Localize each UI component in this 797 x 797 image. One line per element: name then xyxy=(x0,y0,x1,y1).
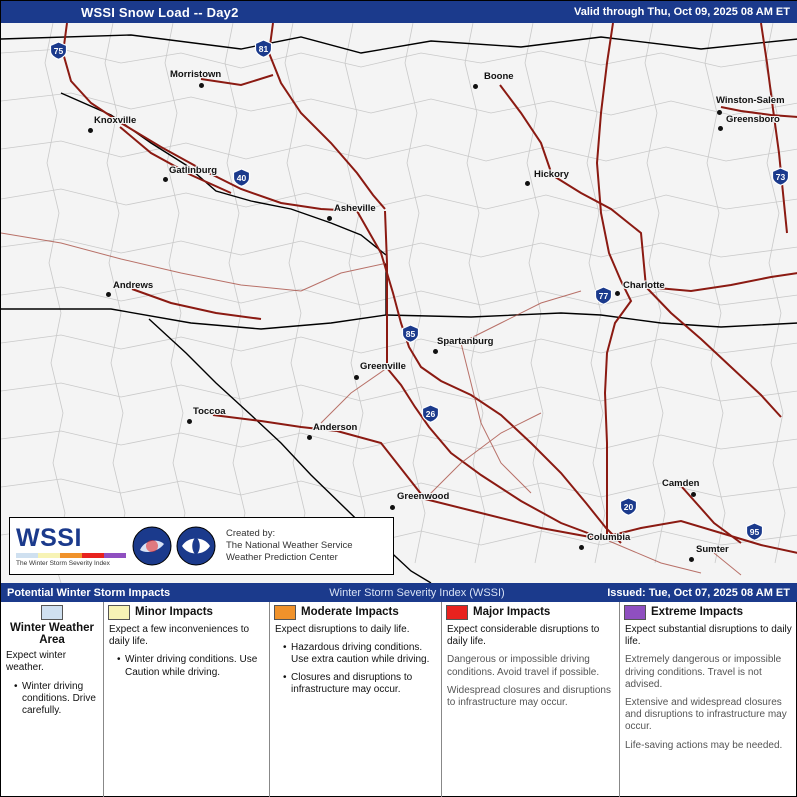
city-label-boone: Boone xyxy=(484,71,514,82)
legend-swatch-minor-impacts xyxy=(108,605,130,620)
legend-paragraph: Expect a few inconveniences to daily life. xyxy=(109,624,250,648)
legend-header xyxy=(104,602,269,622)
wssi-logo-text: WSSI xyxy=(16,523,82,552)
created-by-line2: The National Weather Service xyxy=(226,540,353,552)
created-by-line3: Weather Prediction Center xyxy=(226,551,338,563)
legend-swatch-moderate-impacts xyxy=(274,605,296,620)
legend-paragraph-muted: Dangerous or impossible driving conditions. Avoid travel if possible. xyxy=(447,654,600,678)
city-dot xyxy=(187,419,192,424)
valid-through-text: Valid through Thu, Oct 09, 2025 08 AM ET xyxy=(574,6,790,18)
interstate-shield-icon: 20 xyxy=(619,497,638,516)
city-label-greenwood: Greenwood xyxy=(397,491,450,502)
legend-paragraph: Expect considerable disruptions to daily life. xyxy=(447,624,600,648)
city-label-toccoa: Toccoa xyxy=(193,406,226,417)
legend-body xyxy=(442,622,619,709)
legend-bullet: • Hazardous driving conditions. Use extra caution while driving. xyxy=(285,642,436,666)
city-label-anderson: Anderson xyxy=(313,422,358,433)
legend-column-major-impacts xyxy=(442,602,620,797)
legend-bullet-list xyxy=(275,642,436,696)
wssi-logo xyxy=(10,523,128,567)
city-label-knoxville: Knoxville xyxy=(94,115,137,126)
legend-column-extreme-impacts xyxy=(620,602,797,797)
legend-label-extreme-impacts: Extreme Impacts xyxy=(651,606,744,619)
legend-paragraph: Expect substantial disruptions to daily life. xyxy=(625,624,792,648)
legend-paragraph-muted: Extremely dangerous or impossible driving conditions. Travel is not advised. xyxy=(625,654,782,690)
legend-header xyxy=(270,602,441,622)
city-label-asheville: Asheville xyxy=(334,203,376,214)
city-label-andrews: Andrews xyxy=(113,280,154,291)
city-dot xyxy=(718,126,723,131)
legend-label-winter-weather-area: Winter Weather Area xyxy=(9,622,95,647)
city-dot xyxy=(579,545,584,550)
legend-paragraph-muted: Widespread closures and disruptions to infrastructure may occur. xyxy=(447,684,611,708)
nws-seal-icon xyxy=(132,526,172,566)
legend-bullet-list xyxy=(6,681,98,718)
legend-swatch-winter-weather-area xyxy=(41,605,63,620)
interstate-shield-icon: 26 xyxy=(421,404,440,423)
interstate-shield-icon: 75 xyxy=(49,41,68,60)
issued-text: Issued: Tue, Oct 07, 2025 08 AM ET xyxy=(607,586,790,599)
legend-paragraph: Expect disruptions to daily life. xyxy=(275,624,410,635)
city-dot xyxy=(717,110,722,115)
legend-label-major-impacts: Major Impacts xyxy=(473,606,551,619)
interstate-shield-icon: 77 xyxy=(594,286,613,305)
legend-body xyxy=(270,622,441,696)
impacts-header-subtitle: Winter Storm Severity Index (WSSI) xyxy=(329,586,505,599)
attribution-box xyxy=(9,517,394,575)
legend-bullet: • Winter driving conditions. Use Caution while driving. xyxy=(119,654,264,678)
impacts-legend xyxy=(1,602,797,797)
city-dot xyxy=(433,349,438,354)
created-by-block xyxy=(216,528,353,564)
city-label-hickory: Hickory xyxy=(534,169,569,180)
city-dot xyxy=(307,435,312,440)
created-by-line1: Created by: xyxy=(226,528,276,540)
city-dot xyxy=(689,557,694,562)
wssi-logo-subtitle: The Winter Storm Severity Index xyxy=(16,559,110,567)
legend-column-minor-impacts xyxy=(104,602,270,797)
city-label-greensboro: Greensboro xyxy=(726,114,780,125)
interstate-shield-icon: 40 xyxy=(232,168,251,187)
city-dot xyxy=(88,128,93,133)
city-dot xyxy=(163,177,168,182)
noaa-seal-icon xyxy=(176,526,216,566)
interstate-shield-icon: 95 xyxy=(745,522,764,541)
wssi-severity-colorbar xyxy=(16,553,126,558)
city-label-charlotte: Charlotte xyxy=(623,280,665,291)
legend-column-winter-weather-area xyxy=(1,602,104,797)
legend-bullet-list xyxy=(109,654,264,678)
legend-label-minor-impacts: Minor Impacts xyxy=(135,606,213,619)
city-dot xyxy=(354,375,359,380)
impacts-header-title: Potential Winter Storm Impacts xyxy=(7,586,171,599)
legend-swatch-major-impacts xyxy=(446,605,468,620)
city-label-winston-salem: Winston-Salem xyxy=(716,95,785,106)
legend-swatch-extreme-impacts xyxy=(624,605,646,620)
map-canvas[interactable] xyxy=(1,23,797,583)
city-dot xyxy=(473,84,478,89)
legend-paragraph-muted: Extensive and widespread closures and disruptions to infrastructure may occur. xyxy=(625,696,787,733)
impacts-header-bar xyxy=(1,583,797,602)
title-bar xyxy=(1,1,797,23)
city-dot xyxy=(199,83,204,88)
legend-body xyxy=(1,648,103,717)
city-label-gatlinburg: Gatlinburg xyxy=(169,165,218,176)
city-dot xyxy=(525,181,530,186)
legend-column-moderate-impacts xyxy=(270,602,442,797)
city-dot xyxy=(615,291,620,296)
legend-bullet: • Closures and disruptions to infrastructure may occur. xyxy=(285,672,436,696)
city-dot xyxy=(691,492,696,497)
city-label-columbia: Columbia xyxy=(587,532,631,543)
interstate-shield-icon: 81 xyxy=(254,39,273,58)
city-dot xyxy=(390,505,395,510)
city-dot xyxy=(106,292,111,297)
legend-body xyxy=(104,622,269,679)
legend-paragraph-muted: Life-saving actions may be needed. xyxy=(625,739,783,751)
legend-header xyxy=(1,602,103,648)
legend-header xyxy=(442,602,619,622)
page-title: WSSI Snow Load -- Day2 xyxy=(81,4,239,20)
legend-bullet: • Winter driving conditions. Drive carefully. xyxy=(16,681,98,718)
interstate-shield-icon: 73 xyxy=(771,167,790,186)
legend-paragraph: Expect winter weather. xyxy=(6,650,67,674)
city-label-morristown: Morristown xyxy=(170,69,222,80)
legend-header xyxy=(620,602,797,622)
city-label-spartanburg: Spartanburg xyxy=(437,336,494,347)
city-dot xyxy=(327,216,332,221)
interstate-shield-icon: 85 xyxy=(401,324,420,343)
legend-label-moderate-impacts: Moderate Impacts xyxy=(301,606,399,619)
city-label-camden: Camden xyxy=(662,478,700,489)
city-label-sumter: Sumter xyxy=(696,544,729,555)
legend-body xyxy=(620,622,797,752)
city-label-greenville: Greenville xyxy=(360,361,406,372)
